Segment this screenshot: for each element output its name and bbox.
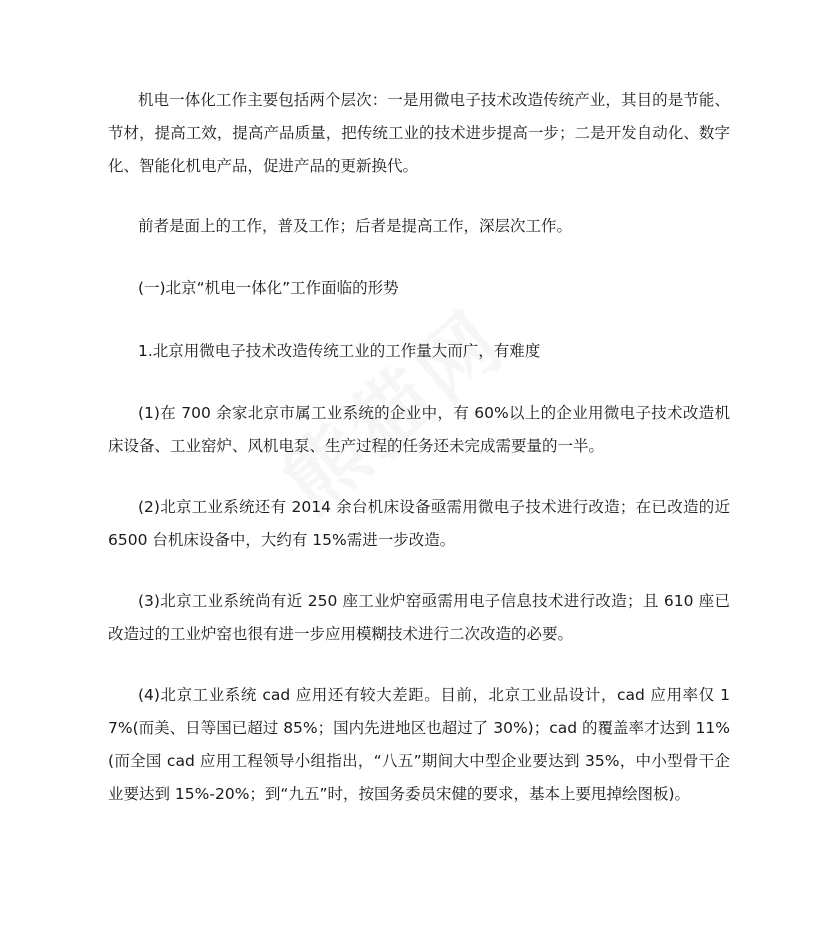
paragraph-summary: 前者是面上的工作，普及工作；后者是提高工作，深层次工作。 [138, 217, 573, 235]
paragraph-item-4: (4)北京工业系统 cad 应用还有较大差距。目前，北京工业品设计，cad 应用率仅 17%(而美、日等国已超过 85%；国内先进地区也超过了 30%)；cad 的覆盖率才达到 11%(而全国 cad 应用工程领导小组指出，“八五”期间大中型企业要达到 35%，中小型骨干企业要达到 15%-20%；到“九五”时，按国务委员宋健的要求，基本上要甩掉绘图板)。 [108, 686, 730, 803]
subsection-heading: 1.北京用微电子技术改造传统工业的工作量大而广，有难度 [138, 342, 541, 360]
paragraph-item-2: (2)北京工业系统还有 2014 余台机床设备亟需用微电子技术进行改造；在已改造的近 6500 台机床设备中，大约有 15%需进一步改造。 [108, 498, 730, 549]
paragraph-item-1: (1)在 700 余家北京市属工业系统的企业中，有 60%以上的企业用微电子技术改造机床设备、工业窑炉、风机电泵、生产过程的任务还未完成需要量的一半。 [108, 404, 730, 455]
paragraph-item-3: (3)北京工业系统尚有近 250 座工业炉窑亟需用电子信息技术进行改造；且 610 座已改造过的工业炉窑也很有进一步应用模糊技术进行二次改造的必要。 [108, 592, 730, 643]
section-heading: (一)北京“机电一体化”工作面临的形势 [138, 279, 399, 297]
paragraph-intro: 机电一体化工作主要包括两个层次：一是用微电子技术改造传统产业，其目的是节能、节材，提高工效，提高产品质量，把传统工业的技术进步提高一步；二是开发自动化、数字化、智能化机电产品，促进产品的更新换代。 [108, 91, 730, 175]
